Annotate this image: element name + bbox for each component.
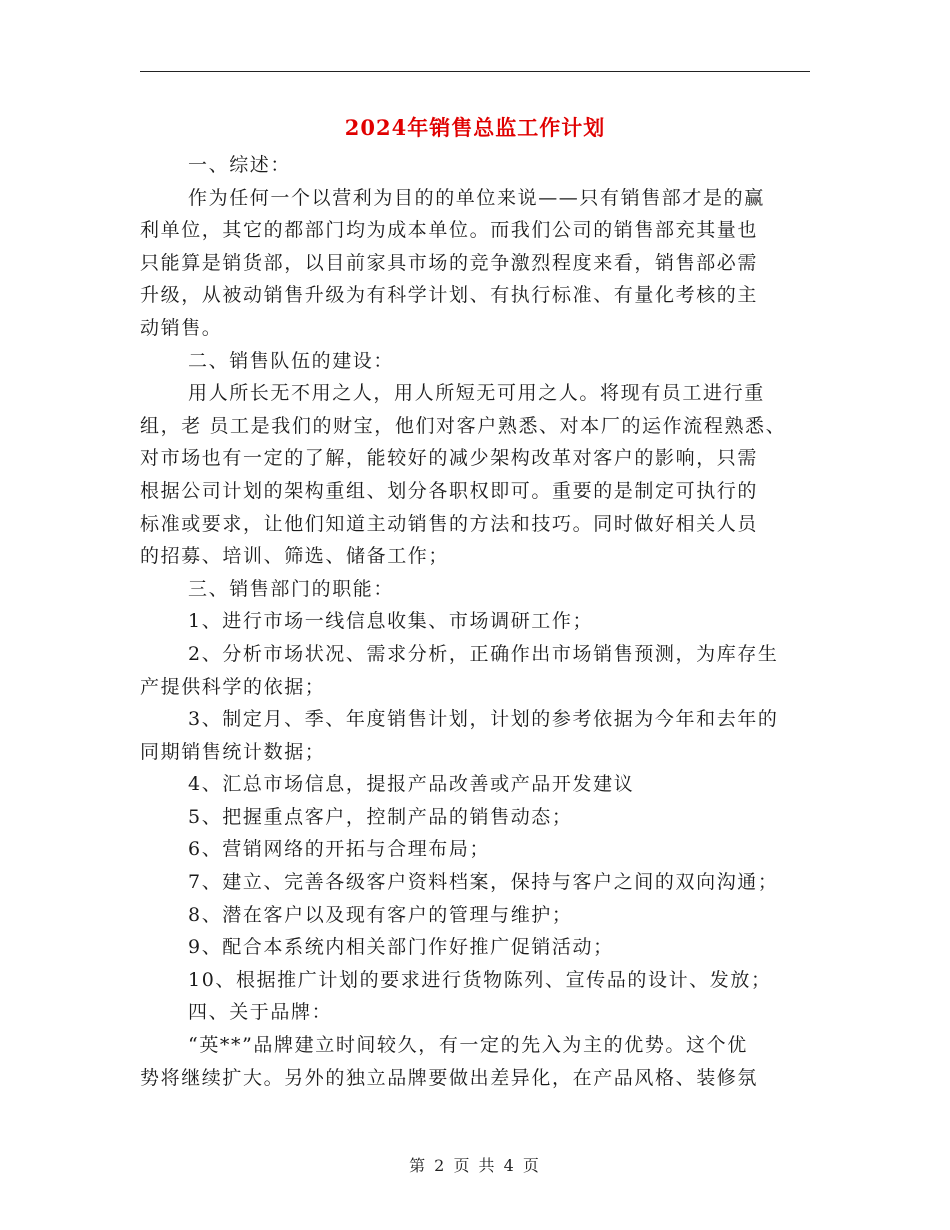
body-line: 作为任何一个以营利为目的的单位来说——只有销售部才是的赢: [188, 186, 765, 209]
body-line: 8、潜在客户以及现有客户的管理与维护；: [188, 903, 573, 926]
body-line: 根据公司计划的架构重组、划分各职权即可。重要的是制定可执行的: [140, 479, 759, 502]
body-line: 产提供科学的依据；: [140, 675, 326, 698]
body-line: 同期销售统计数据；: [140, 740, 326, 763]
body-line: 升级，从被动销售升级为有科学计划、有执行标准、有量化考核的主: [140, 284, 759, 307]
body-line: 只能算是销货部，以目前家具市场的竞争激烈程度来看，销售部必需: [140, 251, 759, 274]
body-line: 7、建立、完善各级客户资料档案，保持与客户之间的双向沟通；: [188, 871, 779, 894]
document-body: [140, 149, 820, 1094]
body-line: 2、分析市场状况、需求分析，正确作出市场销售预测，为库存生: [188, 642, 779, 665]
body-line: 1、进行市场一线信息收集、市场调研工作；: [188, 610, 594, 633]
body-line: 3、制定月、季、年度销售计划，计划的参考依据为今年和去年的: [188, 708, 779, 731]
body-line: 标准或要求，让他们知道主动销售的方法和技巧。同时做好相关人员: [140, 512, 759, 535]
body-line: 5、把握重点客户，控制产品的销售动态；: [188, 805, 573, 828]
document-title: 2024年销售总监工作计划: [344, 115, 606, 140]
body-line: 四、关于品牌：: [188, 1001, 333, 1024]
body-line: “英**”品牌建立时间较久，有一定的先入为主的优势。这个优: [188, 1034, 748, 1057]
body-line: 势将继续扩大。另外的独立品牌要做出差异化，在产品风格、装修氛: [140, 1066, 759, 1089]
body-line: 9、配合本系统内相关部门作好推广促销活动；: [188, 936, 614, 959]
body-line: 的招募、培训、筛选、储备工作；: [140, 545, 450, 568]
body-line: 用人所长无不用之人，用人所短无可用之人。将现有员工进行重: [188, 382, 765, 405]
body-line: 6、营销网络的开拓与合理布局；: [188, 838, 491, 861]
body-line: 一、综述：: [188, 154, 292, 176]
body-line: 二、销售队伍的建设：: [188, 349, 395, 372]
body-line: 动销售。: [140, 316, 223, 339]
body-line: 对市场也有一定的了解，能较好的减少架构改革对客户的影响，只需: [140, 447, 759, 470]
body-line: 利单位，其它的都部门均为成本单位。而我们公司的销售部充其量也: [140, 219, 759, 242]
body-line: 4、汇总市场信息，提报产品改善或产品开发建议: [188, 773, 635, 796]
body-line: 三、销售部门的职能：: [188, 577, 395, 600]
body-line: 组，老 员工是我们的财宝，他们对客户熟悉、对本厂的运作流程熟悉、: [140, 414, 787, 437]
header-rule: [140, 71, 810, 72]
body-line: 10、根据推广计划的要求进行货物陈列、宣传品的设计、发放；: [188, 968, 772, 991]
page-footer: 第 2 页 共 4 页: [409, 1156, 541, 1175]
